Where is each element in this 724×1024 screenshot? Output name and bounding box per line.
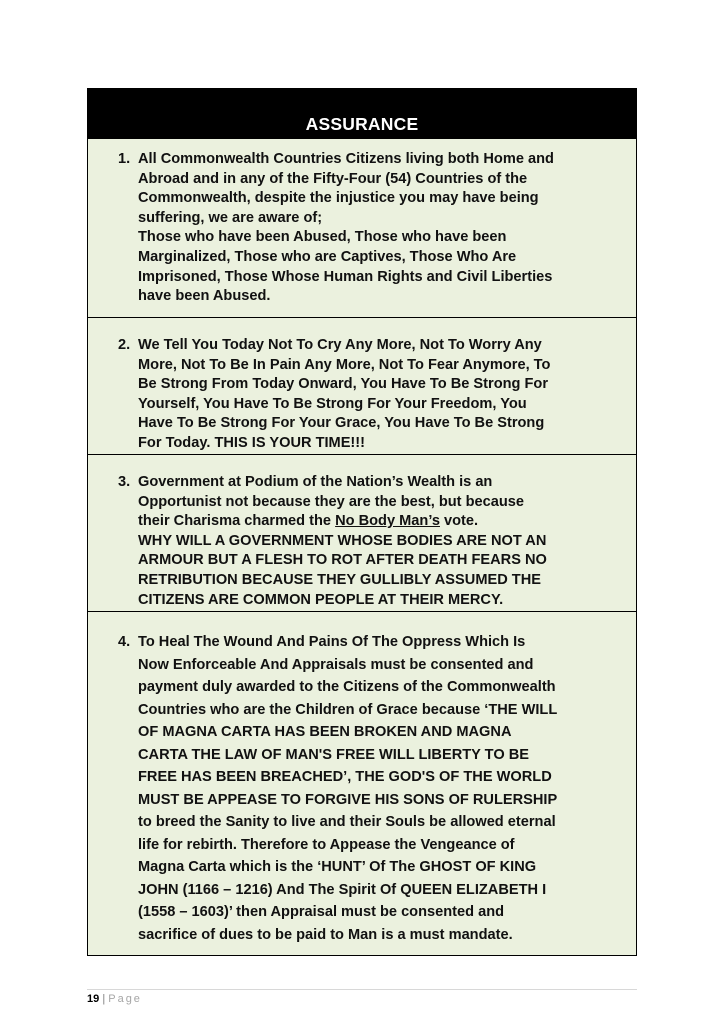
table-title: ASSURANCE <box>305 114 419 134</box>
text-line: Government at Podium of the Nation’s Wealth is an <box>138 474 493 490</box>
text-line: More, Not To Be In Pain Any More, Not To Fear Anymore, To <box>138 356 551 373</box>
text-line: have been Abused. <box>138 288 271 305</box>
text-line: RETRIBUTION BECAUSE THEY GULLIBLY ASSUMED THE <box>138 571 541 588</box>
text-line: All Commonwealth Countries Citizens living both Home and <box>138 151 554 167</box>
text-line: sacrifice of dues to be paid to Man is a must mandate. <box>138 926 513 943</box>
text-line <box>138 512 630 532</box>
text-line: Those who have been Abused, Those who have been <box>138 229 507 246</box>
assurance-item-3 <box>88 454 636 611</box>
text-line: life for rebirth. Therefore to Appease the Vengeance of <box>138 836 515 853</box>
item-number: 1. <box>118 151 131 167</box>
assurance-table <box>87 88 637 956</box>
text-line: Countries who are the Children of Grace because ‘THE WILL <box>138 701 558 718</box>
item-number: 2. <box>118 337 131 353</box>
text-line: FREE HAS BEEN BREACHED’, THE GOD'S OF THE WORLD <box>138 769 552 785</box>
text-line: To Heal The Wound And Pains Of The Oppress Which Is <box>138 634 526 650</box>
table-header <box>88 88 636 138</box>
text-line: Commonwealth, despite the injustice you may have being <box>138 190 539 207</box>
text-line: CARTA THE LAW OF MAN'S FREE WILL LIBERTY TO BE <box>138 746 530 763</box>
text-line: Magna Carta which is the ‘HUNT’ Of The GHOST OF KING <box>138 859 537 875</box>
page-footer <box>87 993 142 1006</box>
underlined-phrase: No Body Man’s <box>335 513 440 530</box>
item-number: 3. <box>118 474 131 490</box>
text-line: Opportunist not because they are the best, but because <box>138 493 525 510</box>
text-line: Yourself, You Have To Be Strong For Your Freedom, You <box>138 395 527 412</box>
text-line: OF MAGNA CARTA HAS BEEN BROKEN AND MAGNA <box>138 724 512 740</box>
assurance-item-2 <box>88 317 636 454</box>
text-line: JOHN (1166 – 1216) And The Spirit Of QUEEN ELIZABETH I <box>138 881 547 898</box>
item-text <box>138 631 630 946</box>
text-line: We Tell You Today Not To Cry Any More, Not To Worry Any <box>138 337 542 353</box>
text-line: Be Strong From Today Onward, You Have To Be Strong For <box>138 376 549 393</box>
text-line: Have To Be Strong For Your Grace, You Have To Be Strong <box>138 415 545 432</box>
text-span: vote. <box>439 513 479 530</box>
item-text <box>138 336 630 454</box>
item-number: 4. <box>118 634 131 650</box>
text-line: to breed the Sanity to live and their Souls be allowed eternal <box>138 814 556 830</box>
page-number: 19 <box>87 993 100 1005</box>
item-text <box>138 150 630 307</box>
assurance-item-4 <box>88 611 636 955</box>
text-line: Imprisoned, Those Whose Human Rights and Civil Liberties <box>138 268 553 285</box>
text-line: Now Enforceable And Appraisals must be consented and <box>138 656 534 673</box>
page-label: Page <box>108 993 142 1005</box>
text-line: CITIZENS ARE COMMON PEOPLE AT THEIR MERCY. <box>138 591 504 608</box>
text-line: MUST BE APPEASE TO FORGIVE HIS SONS OF RULERSHIP <box>138 791 558 808</box>
text-line: For Today. THIS IS YOUR TIME!!! <box>138 434 366 451</box>
text-line: Marginalized, Those who are Captives, Those Who Are <box>138 248 517 265</box>
assurance-item-1 <box>88 138 636 317</box>
footer-separator: | <box>102 993 106 1005</box>
text-line: payment duly awarded to the Citizens of the Commonwealth <box>138 679 556 695</box>
text-line: (1558 – 1603)’ then Appraisal must be consented and <box>138 904 505 920</box>
footer-divider <box>87 989 637 990</box>
text-line: WHY WILL A GOVERNMENT WHOSE BODIES ARE NOT AN <box>138 532 547 549</box>
text-line: suffering, we are aware of; <box>138 209 323 226</box>
text-line: ARMOUR BUT A FLESH TO ROT AFTER DEATH FEARS NO <box>138 552 547 569</box>
text-span: their Charisma charmed the <box>138 513 336 530</box>
text-line: Abroad and in any of the Fifty-Four (54) Countries of the <box>138 170 528 187</box>
item-text <box>138 473 630 610</box>
